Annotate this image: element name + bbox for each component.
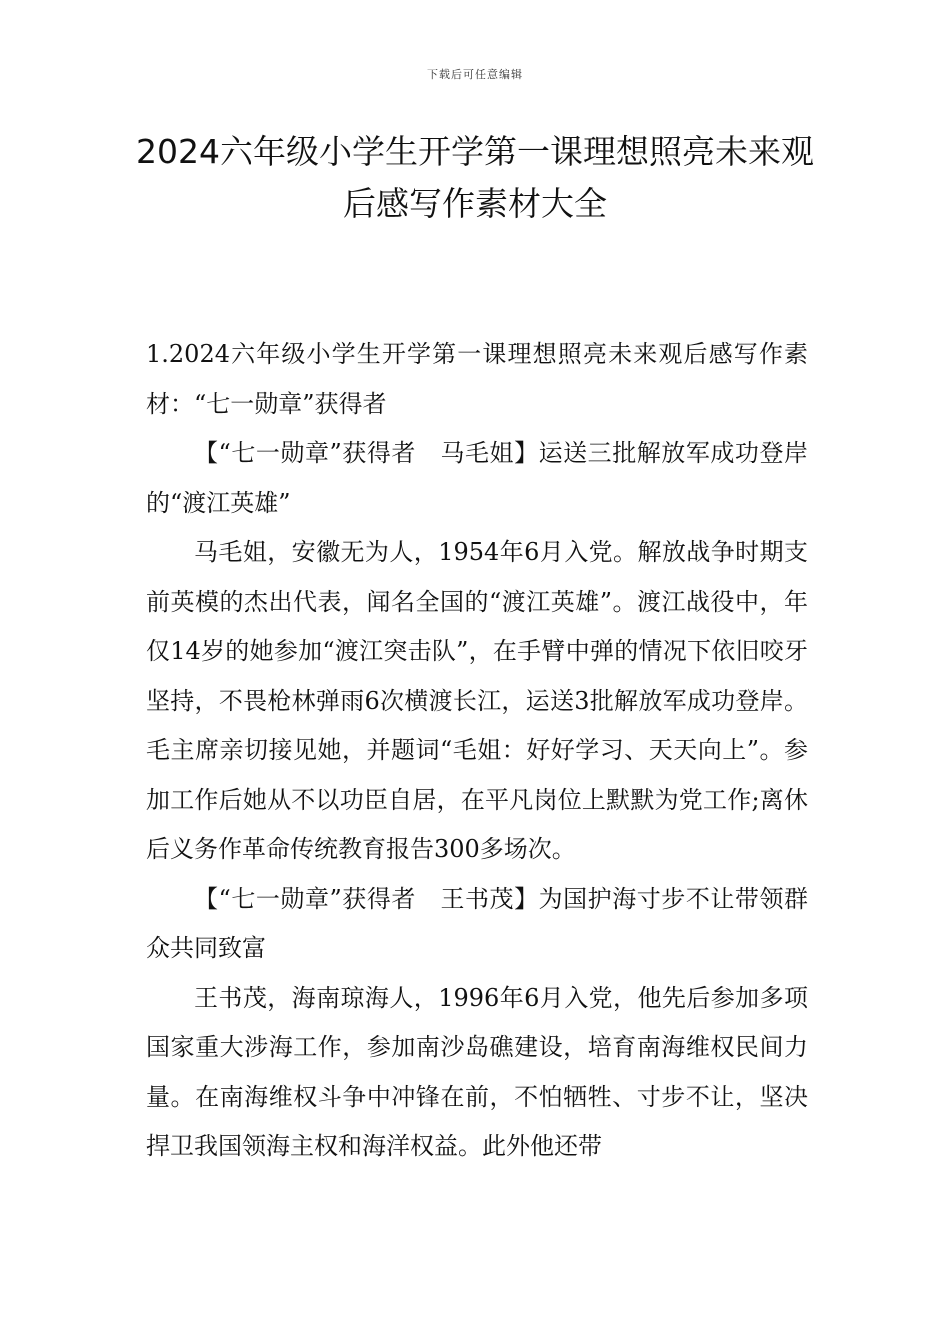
header-note: 下载后可任意编辑 (427, 68, 523, 81)
paragraph-ma-maojie: 马毛姐，安徽无为人，1954年6月入党。解放战争时期支前英模的杰出代表，闻名全国的“渡江英雄”。渡江战役中，年仅14岁的她参加“渡江突击队”，在手臂中弹的情况下依旧咬牙坚持，不畏枪林弹雨6次横渡长江，运送3批解放军成功登岸。毛主席亲切接见她，并题词“毛姐：好好学习、天天向上”。参加工作后她从不以功臣自居，在平凡岗位上默默为党工作;离休后义务作革命传统教育报告300多场次。 (146, 538, 808, 863)
subheading-ma-maojie: 【“七一勋章”获得者 马毛姐】运送三批解放军成功登岸的“渡江英雄” (146, 439, 808, 517)
subheading-wang-shumao: 【“七一勋章”获得者 王书茂】为国护海寸步不让带领群众共同致富 (146, 884, 808, 962)
paragraph-wang-shumao: 王书茂，海南琼海人，1996年6月入党，他先后参加多项国家重大涉海工作，参加南沙岛礁建设，培育南海维权民间力量。在南海维权斗争中冲锋在前，不怕牺牲、寸步不让，坚决捍卫我国领海主权和海洋权益。此外他还带 (146, 983, 808, 1160)
document-title: 2024六年级小学生开学第一课理想照亮未来观后感写作素材大全 (136, 132, 814, 223)
document-body (146, 330, 808, 1172)
section-heading: 1.2024六年级小学生开学第一课理想照亮未来观后感写作素材：“七一勋章”获得者 (146, 340, 808, 418)
